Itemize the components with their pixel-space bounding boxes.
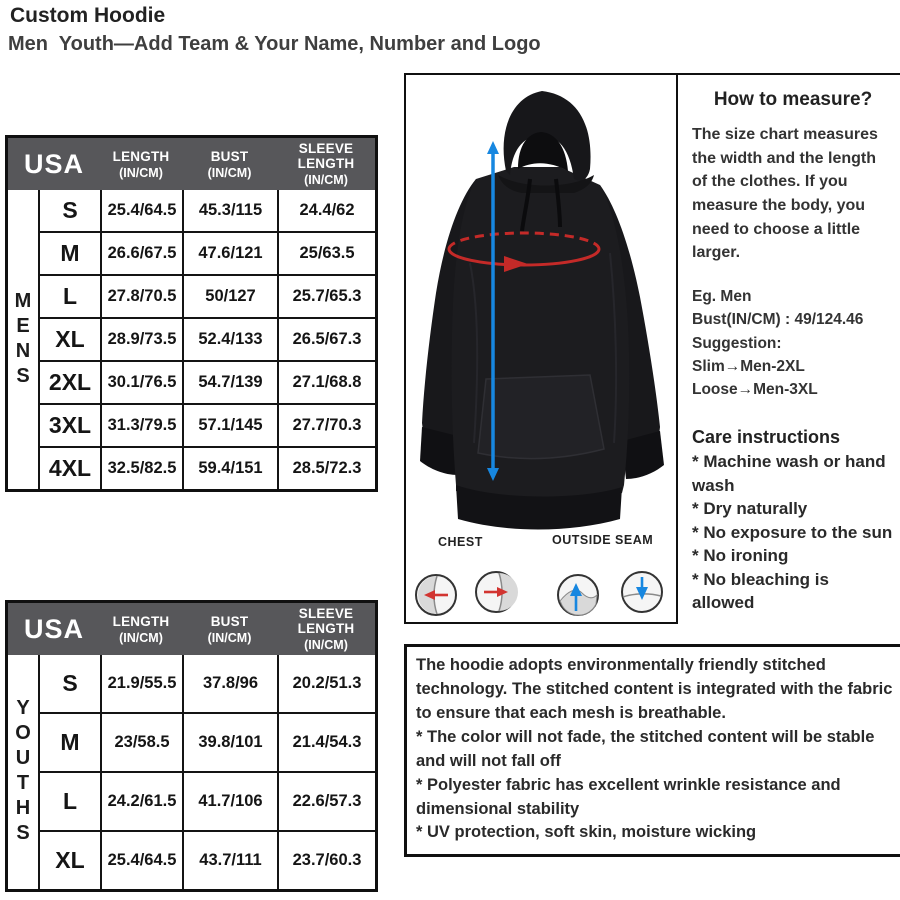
example-line: Slim→Men-2XL (692, 357, 805, 375)
table-row (40, 655, 375, 712)
example-line: Suggestion: (692, 334, 782, 352)
chest-measure-left-icon (414, 573, 458, 617)
outside-seam-down-icon (620, 570, 664, 614)
mens-table-header (8, 138, 375, 190)
care-item: * Dry naturally (692, 499, 808, 519)
size-cell: 3XL (48, 412, 92, 438)
measure-panel-body: The size chart measures the width and the length of the clothes. If you measure the body, you need to choose a little larger. (692, 126, 878, 262)
bust-cell: 54.7/139 (182, 362, 277, 403)
bust-cell: 59.4/151 (182, 448, 277, 489)
size-cell: L (62, 283, 78, 309)
sleeve-cell: 25/63.5 (277, 233, 375, 274)
outside-seam-up-icon (556, 573, 600, 617)
length-cell: 27.8/70.5 (100, 276, 182, 317)
bust-column-header (182, 149, 277, 180)
size-cell: XL (55, 326, 85, 352)
usa-column-header: USA (23, 613, 84, 644)
care-instructions-title: Care instructions (692, 427, 841, 448)
bust-column-header (182, 614, 277, 645)
length-label: LENGTH (112, 613, 170, 629)
care-instructions-list (692, 450, 894, 614)
bust-cell: 45.3/115 (182, 190, 277, 231)
length-cell: 24.2/61.5 (100, 773, 182, 830)
bust-unit: (IN/CM) (207, 165, 252, 180)
sleeve-cell: 26.5/67.3 (277, 319, 375, 360)
youths-table-header (8, 603, 375, 655)
description-bullet: * The color will not fade, the stitched content will be stable and will not fall off (416, 727, 875, 770)
sleeve-cell: 22.6/57.3 (277, 773, 375, 830)
chest-label: CHEST (438, 535, 483, 549)
sleeve-cell: 25.7/65.3 (277, 276, 375, 317)
size-cell: 4XL (48, 455, 92, 481)
sleeve-column-header (277, 606, 375, 652)
length-cell: 28.9/73.5 (100, 319, 182, 360)
product-description-box (404, 644, 900, 857)
youths-size-table (5, 600, 378, 892)
length-column-header (100, 149, 182, 180)
usa-column-header: USA (23, 148, 84, 179)
table-row (40, 830, 375, 889)
sleeve-cell: 24.4/62 (277, 190, 375, 231)
length-cell: 25.4/64.5 (100, 832, 182, 889)
care-item: * No ironing (692, 546, 789, 566)
example-line: Bust(IN/CM) : 49/124.46 (692, 311, 864, 329)
length-column-header (100, 614, 182, 645)
sleeve-cell: 21.4/54.3 (277, 714, 375, 771)
size-cell: XL (55, 847, 85, 873)
length-unit: (IN/CM) (119, 630, 163, 645)
length-cell: 25.4/64.5 (100, 190, 182, 231)
care-item: * No bleaching is allowed (692, 569, 829, 612)
description-bullet: * Polyester fabric has excellent wrinkle resistance and dimensional stability (416, 775, 841, 818)
table-row (40, 446, 375, 489)
length-cell: 23/58.5 (100, 714, 182, 771)
sleeve-unit: (IN/CM) (304, 638, 348, 652)
bust-cell: 37.8/96 (182, 655, 277, 712)
measure-panel-title: How to measure? (713, 89, 873, 110)
sleeve-cell: 23.7/60.3 (277, 832, 375, 889)
mens-group-label: MENS (12, 289, 34, 390)
page-title: Custom Hoodie (10, 4, 166, 27)
table-row (40, 360, 375, 403)
chest-measure-right-icon (474, 570, 518, 614)
size-cell: 2XL (48, 369, 92, 395)
length-cell: 26.6/67.5 (100, 233, 182, 274)
care-item: * Machine wash or hand wash (692, 452, 886, 495)
outside-seam-label: OUTSIDE SEAM (552, 533, 654, 547)
bust-cell: 39.8/101 (182, 714, 277, 771)
hoodie-figure-panel (404, 73, 678, 624)
sleeve-cell: 28.5/72.3 (277, 448, 375, 489)
length-cell: 32.5/82.5 (100, 448, 182, 489)
length-cell: 30.1/76.5 (100, 362, 182, 403)
sleeve-column-header (277, 141, 375, 187)
length-cell: 31.3/79.5 (100, 405, 182, 446)
mens-size-table (5, 135, 378, 492)
sleeve-label: SLEEVE LENGTH (297, 606, 355, 636)
length-label: LENGTH (112, 148, 170, 164)
description-bullet: * UV protection, soft skin, moisture wicking (416, 823, 757, 842)
sleeve-cell: 20.2/51.3 (277, 655, 375, 712)
measure-example (692, 285, 894, 401)
sleeve-cell: 27.1/68.8 (277, 362, 375, 403)
bust-cell: 41.7/106 (182, 773, 277, 830)
size-cell: S (62, 670, 78, 696)
hoodie-photo-with-measurements (410, 83, 676, 531)
bust-cell: 43.7/111 (182, 832, 277, 889)
example-line: Loose→Men-3XL (692, 381, 818, 399)
sleeve-cell: 27.7/70.3 (277, 405, 375, 446)
size-cell: M (60, 729, 80, 755)
table-row (40, 403, 375, 446)
bust-cell: 52.4/133 (182, 319, 277, 360)
sleeve-label: SLEEVE LENGTH (297, 141, 355, 171)
length-cell: 21.9/55.5 (100, 655, 182, 712)
mens-group-strip (8, 190, 40, 489)
bust-cell: 57.1/145 (182, 405, 277, 446)
table-row (40, 274, 375, 317)
table-row (40, 190, 375, 231)
size-cell: L (62, 788, 78, 814)
bust-unit: (IN/CM) (207, 630, 252, 645)
bust-label: BUST (210, 613, 249, 629)
table-row (40, 317, 375, 360)
size-cell: S (62, 197, 78, 223)
youths-group-label: YOUTHS (12, 697, 34, 847)
hoodie-illustration (420, 91, 664, 530)
care-item: * No exposure to the sun (692, 522, 893, 542)
description-intro: The hoodie adopts environmentally friendly stitched technology. The stitched content is integrated with the fabric to ensure that each mesh is breathable. (416, 656, 893, 722)
example-line: Eg. Men (692, 288, 752, 306)
table-row (40, 712, 375, 771)
sleeve-unit: (IN/CM) (304, 173, 348, 187)
table-row (40, 771, 375, 830)
page-subtitle: Men Youth—Add Team & Your Name, Number and Logo (8, 33, 541, 55)
bust-cell: 47.6/121 (182, 233, 277, 274)
table-row (40, 231, 375, 274)
length-unit: (IN/CM) (119, 165, 163, 180)
size-cell: M (60, 240, 80, 266)
how-to-measure-panel (678, 73, 900, 624)
bust-cell: 50/127 (182, 276, 277, 317)
bust-label: BUST (210, 148, 249, 164)
youths-group-strip (8, 655, 40, 889)
